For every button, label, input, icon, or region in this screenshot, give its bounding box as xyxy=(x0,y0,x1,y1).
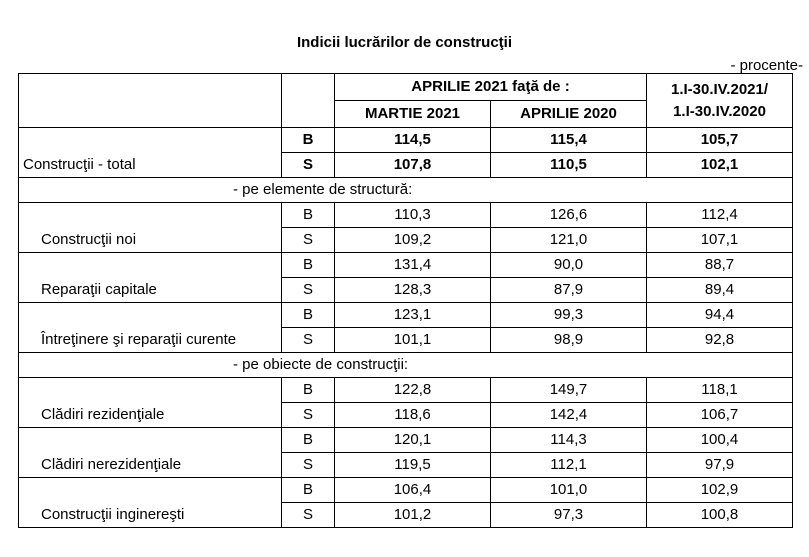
value-cell: 126,6 xyxy=(491,203,647,228)
code-cell: S xyxy=(282,453,335,478)
row-name-rezidentiale: Clădiri rezidenţiale xyxy=(19,378,282,428)
value-cell: 115,4 xyxy=(491,128,647,153)
header-col3 xyxy=(647,74,793,128)
value-cell: 121,0 xyxy=(491,228,647,253)
value-cell: 114,3 xyxy=(491,428,647,453)
value-cell: 90,0 xyxy=(491,253,647,278)
value-cell: 105,7 xyxy=(647,128,793,153)
page-title: Indicii lucrărilor de construcţii xyxy=(296,34,513,51)
code-cell: B xyxy=(282,253,335,278)
value-cell: 142,4 xyxy=(491,403,647,428)
code-cell: B xyxy=(282,428,335,453)
code-cell: S xyxy=(282,403,335,428)
code-cell: S xyxy=(282,328,335,353)
code-cell: B xyxy=(282,303,335,328)
code-cell: B xyxy=(282,203,335,228)
section-heading-text: - pe obiecte de construcţii: xyxy=(233,356,409,373)
value-cell: 101,2 xyxy=(335,503,491,528)
value-cell: 101,0 xyxy=(491,478,647,503)
section-heading-objects xyxy=(19,353,793,378)
header-col3-line2: 1.I-30.IV.2020 xyxy=(673,102,766,120)
value-cell: 112,4 xyxy=(647,203,793,228)
row-name-nerezidentiale: Clădiri nerezidenţiale xyxy=(19,428,282,478)
value-cell: 128,3 xyxy=(335,278,491,303)
code-cell: S xyxy=(282,153,335,178)
value-cell: 107,8 xyxy=(335,153,491,178)
value-cell: 88,7 xyxy=(647,253,793,278)
header-col1: MARTIE 2021 xyxy=(335,101,491,128)
value-cell: 102,9 xyxy=(647,478,793,503)
value-cell: 131,4 xyxy=(335,253,491,278)
section-heading-structure xyxy=(19,178,793,203)
section-heading-text: - pe elemente de structură: xyxy=(233,181,413,198)
header-group: APRILIE 2021 faţă de : xyxy=(335,74,647,101)
value-cell: 107,1 xyxy=(647,228,793,253)
value-cell: 123,1 xyxy=(335,303,491,328)
value-cell: 97,9 xyxy=(647,453,793,478)
header-empty-code xyxy=(282,74,335,128)
code-cell: S xyxy=(282,228,335,253)
value-cell: 119,5 xyxy=(335,453,491,478)
value-cell: 99,3 xyxy=(491,303,647,328)
value-cell: 122,8 xyxy=(335,378,491,403)
code-cell: B xyxy=(282,128,335,153)
value-cell: 106,4 xyxy=(335,478,491,503)
row-name-curente: Întreţinere şi reparaţii curente xyxy=(19,303,282,353)
value-cell: 92,8 xyxy=(647,328,793,353)
unit-label: - procente- xyxy=(730,57,803,74)
value-cell: 89,4 xyxy=(647,278,793,303)
value-cell: 100,8 xyxy=(647,503,793,528)
row-name-capitale: Reparaţii capitale xyxy=(19,253,282,303)
construction-index-table xyxy=(18,73,793,528)
value-cell: 118,6 xyxy=(335,403,491,428)
code-cell: S xyxy=(282,503,335,528)
value-cell: 118,1 xyxy=(647,378,793,403)
value-cell: 120,1 xyxy=(335,428,491,453)
header-empty-name xyxy=(19,74,282,128)
value-cell: 101,1 xyxy=(335,328,491,353)
value-cell: 149,7 xyxy=(491,378,647,403)
row-name-total: Construcţii - total xyxy=(19,128,282,178)
value-cell: 98,9 xyxy=(491,328,647,353)
value-cell: 109,2 xyxy=(335,228,491,253)
header-col3-line1: 1.I-30.IV.2021/ xyxy=(670,80,769,98)
value-cell: 102,1 xyxy=(647,153,793,178)
code-cell: B xyxy=(282,378,335,403)
value-cell: 110,3 xyxy=(335,203,491,228)
value-cell: 110,5 xyxy=(491,153,647,178)
code-cell: B xyxy=(282,478,335,503)
value-cell: 106,7 xyxy=(647,403,793,428)
value-cell: 94,4 xyxy=(647,303,793,328)
value-cell: 100,4 xyxy=(647,428,793,453)
row-name-noi: Construcţii noi xyxy=(19,203,282,253)
value-cell: 114,5 xyxy=(335,128,491,153)
header-col2: APRILIE 2020 xyxy=(491,101,647,128)
code-cell: S xyxy=(282,278,335,303)
value-cell: 97,3 xyxy=(491,503,647,528)
value-cell: 112,1 xyxy=(491,453,647,478)
row-name-inginereşti: Construcţii inginereşti xyxy=(19,478,282,528)
value-cell: 87,9 xyxy=(491,278,647,303)
